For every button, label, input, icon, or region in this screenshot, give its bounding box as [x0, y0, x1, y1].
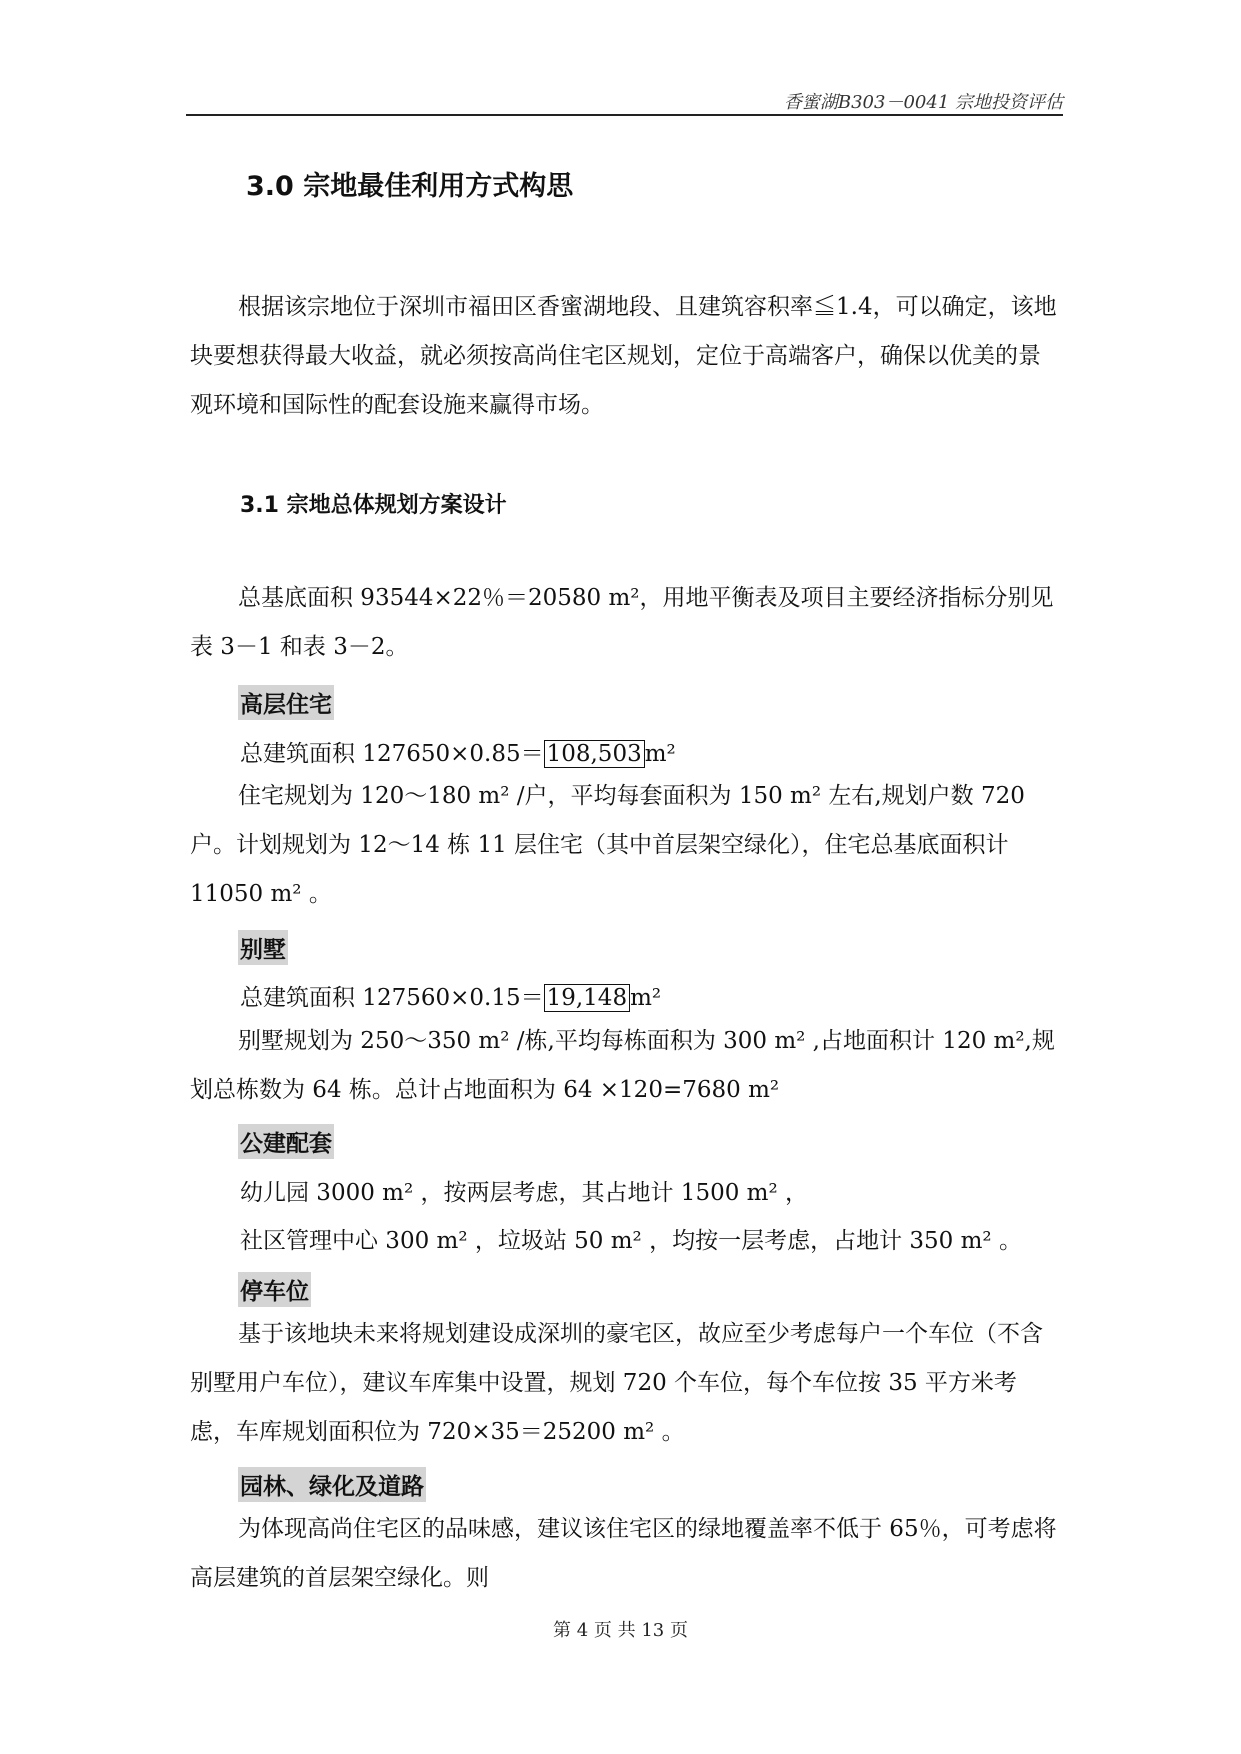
villa-subheading: 别墅 — [238, 930, 288, 965]
section-3-0-paragraph: 根据该宗地位于深圳市福田区香蜜湖地段、且建筑容积率≦1.4，可以确定，该地块要想获得最大收益，就必须按高尚住宅区规划，定位于高端客户，确保以优美的景观环境和国际性的配套设施来赢得市场。 — [190, 294, 1057, 418]
villa-gfa-line — [240, 979, 661, 1012]
highrise-gfa-unit: m² — [644, 741, 676, 767]
header-divider — [186, 114, 1063, 116]
public-facilities-subheading: 公建配套 — [238, 1124, 334, 1159]
section-3-1-heading: 3.1 宗地总体规划方案设计 — [240, 493, 507, 518]
section-3-1-intro: 总基底面积 93544×22％＝20580 m²，用地平衡表及项目主要经济指标分别见表 3－1 和表 3－2。 — [190, 585, 1054, 660]
public-facilities-line-2: 社区管理中心 300 m² ，垃圾站 50 m² ，均按一层考虑，占地计 350 m² 。 — [240, 1228, 1022, 1254]
page-footer: 第 4 页 共 13 页 — [553, 1620, 688, 1641]
highrise-gfa-line — [240, 735, 676, 768]
highrise-gfa-value: 108,503 — [544, 740, 645, 768]
parking-description: 基于该地块未来将规划建设成深圳的豪宅区，故应至少考虑每户一个车位（不含别墅用户车位），建议车库集中设置，规划 720 个车位，每个车位按 35 平方米考虑，车库规划面积位为 720×35＝25200 m² 。 — [190, 1321, 1043, 1445]
villa-gfa-value: 19,148 — [544, 984, 630, 1012]
villa-gfa-formula: 总建筑面积 127560×0.15＝ — [240, 985, 544, 1011]
villa-gfa-unit: m² — [630, 985, 662, 1011]
page-header-title: 香蜜湖B303－0041 宗地投资评估 — [783, 92, 1063, 113]
parking-subheading: 停车位 — [238, 1272, 311, 1307]
villa-description: 别墅规划为 250～350 m² /栋,平均每栋面积为 300 m² ,占地面积计 120 m²,规划总栋数为 64 栋。总计占地面积为 64 ×120=7680 m² — [190, 1028, 1055, 1103]
highrise-description: 住宅规划为 120～180 m² /户，平均每套面积为 150 m² 左右,规划户数 720 户。计划规划为 12～14 栋 11 层住宅（其中首层架空绿化），住宅总基底面积计 11050 m² 。 — [190, 783, 1025, 907]
greening-description: 为体现高尚住宅区的品味感，建议该住宅区的绿地覆盖率不低于 65％，可考虑将高层建筑的首层架空绿化。则 — [190, 1516, 1057, 1591]
highrise-gfa-formula: 总建筑面积 127650×0.85＝ — [240, 741, 544, 767]
greening-subheading: 园林、绿化及道路 — [238, 1467, 426, 1502]
public-facilities-line-1: 幼儿园 3000 m² ，按两层考虑，其占地计 1500 m² ， — [240, 1180, 808, 1206]
section-3-0-heading: 3.0 宗地最佳利用方式构思 — [246, 171, 574, 202]
highrise-subheading: 高层住宅 — [238, 685, 334, 720]
